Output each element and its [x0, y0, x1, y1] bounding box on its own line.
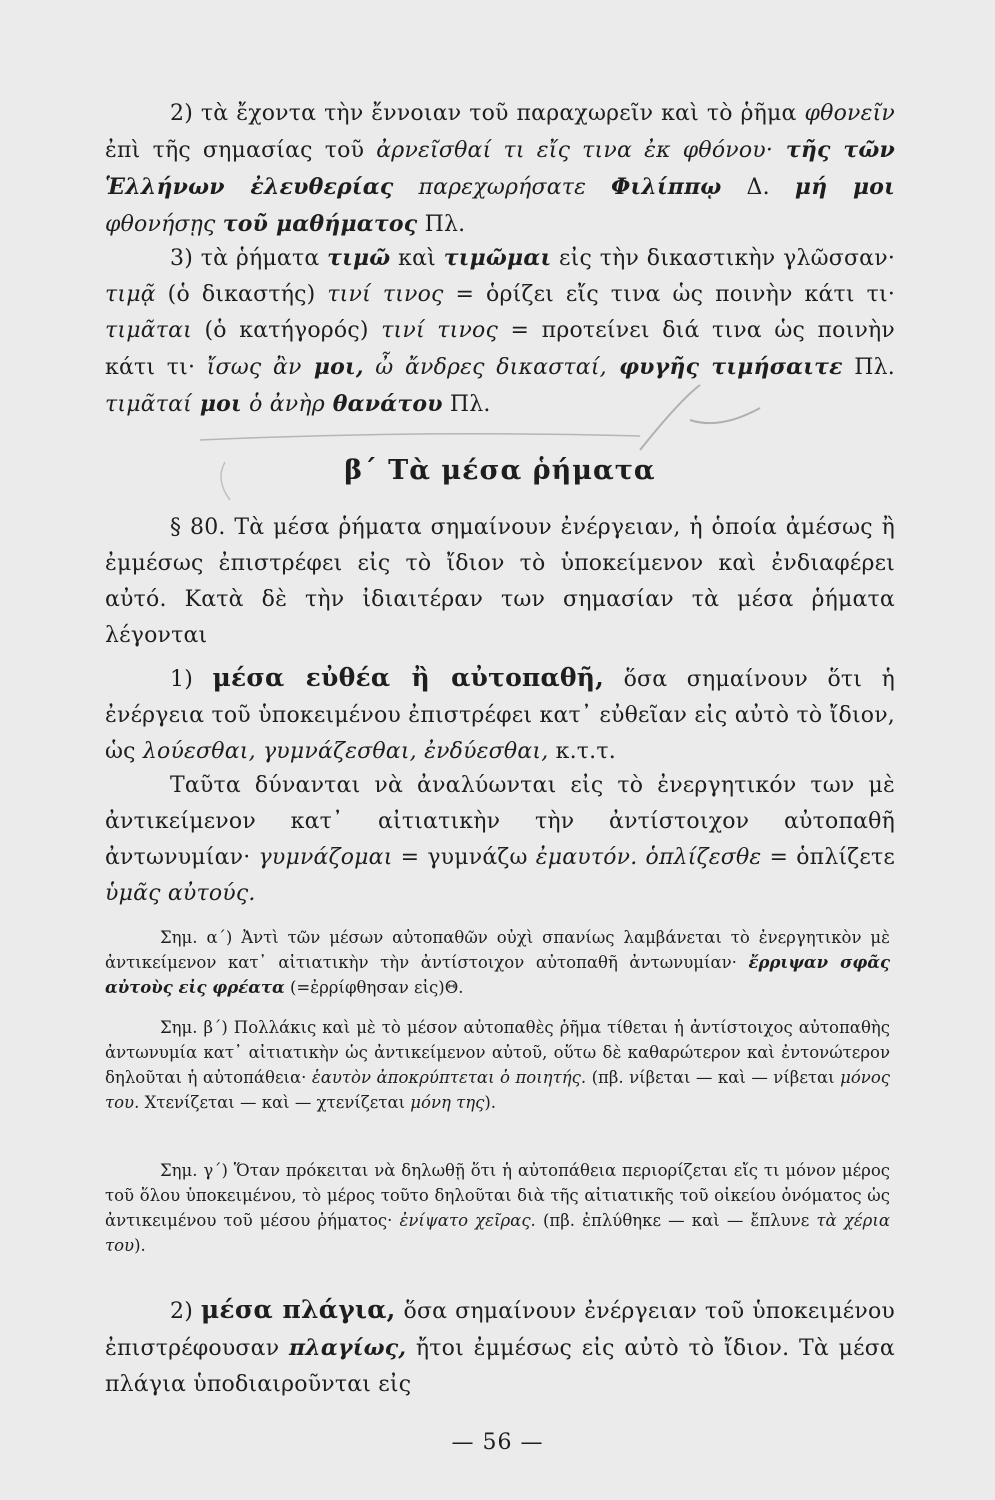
text: τιμῶμαι [443, 245, 552, 271]
text: τιμᾷ [105, 282, 156, 307]
term-bold: μέσα πλάγια, [200, 1295, 396, 1324]
text: ἑαυτὸν ἀποκρύπτεται ὁ ποιητής. [311, 1068, 587, 1087]
text: (πβ. ἐπλύθηκε — καὶ — ἔπλυνε [535, 1211, 817, 1230]
text: (ὁ κατήγορός) [192, 318, 382, 343]
text: εἰς τὴν δικαστικὴν γλῶσσαν· [551, 246, 896, 271]
text: ὁ ἀνὴρ [241, 392, 325, 417]
text: μοι, [301, 354, 364, 380]
text: τινί τινος [327, 282, 444, 307]
text: Χτενίζεται — καὶ — χτενίζεται [139, 1093, 411, 1112]
text: 3) τὰ ῥήματα [170, 246, 328, 271]
paragraph-middle-direct [105, 660, 895, 770]
text: τιμᾶται [105, 318, 193, 343]
text: φθονήσῃς [105, 212, 223, 237]
note-a [105, 925, 890, 1000]
text: 2) [170, 1299, 201, 1324]
text: = ὁρίζει εἴς τινα ὡς ποινὴν κάτι τι· [443, 282, 896, 307]
text: = προτείνει διά τινα ὡς ποινὴν κάτι τι· [105, 318, 895, 380]
text: ἴσως ἂν [206, 355, 302, 380]
text: φθονεῖν [804, 101, 895, 126]
text: κ.τ.τ. [548, 739, 616, 764]
text: Πλ. [417, 212, 466, 237]
text: (πβ. νίβεται — καὶ — νίβεται [586, 1068, 841, 1087]
paragraph-middle-indirect [105, 1292, 895, 1403]
text: ἀρνεῖσθαί τι εἴς τινα ἐκ φθόνου· [376, 138, 774, 163]
note-c [105, 1158, 890, 1258]
text: ὑμᾶς αὐτούς. [105, 881, 256, 906]
text: γυμνάζομαι [258, 845, 393, 870]
text: Σημ. β΄) Πολλάκις καὶ μὲ τὸ μέσον αὐτοπαθὲς ῥῆμα τίθεται ἡ ἀντίστοιχος αὐτοπαθὴς ἀντωνυμία κατ᾿ αἰτιατικὴν ὡς ἀντικείμενον αὐτοῦ, οὕτω δὲ καθαρώτερον καὶ ἐντονώτερον δηλοῦται ἡ αὐτοπάθεια· [105, 1018, 890, 1087]
text: μόνος του. [105, 1068, 890, 1112]
text: φυγῆς τιμήσαιτε [606, 354, 843, 380]
text: Πλ. [842, 355, 895, 380]
text: ἐμαυτόν. ὁπλίζεσθε [535, 845, 762, 870]
text: (ὁ δικαστής) [155, 282, 328, 307]
text: τοῦ μαθήματος [222, 211, 418, 237]
text: 1) [170, 667, 213, 692]
text: τινί τινος [381, 318, 499, 343]
text: ἐπὶ τῆς σημασίας τοῦ [105, 138, 377, 163]
text: καὶ [390, 246, 444, 271]
text: (=ἐρρίφθησαν εἰς)Θ. [284, 978, 464, 997]
paragraph-2 [105, 96, 895, 243]
text: τιμῶ [327, 245, 391, 271]
text: μόνη της [410, 1093, 485, 1112]
text: ἔρριψαν σφᾶς αὐτοὺς εἰς φρέατα [105, 953, 890, 997]
text: ὅσα σημαίνουν ἐνέργειαν τοῦ ὑποκειμένου ἐπιστρέφουσαν [105, 1299, 895, 1361]
text: τῆς τῶν Ἑλλήνων ἐλευθερίας [105, 137, 895, 200]
text: = ὁπλίζετε [761, 845, 895, 870]
text: = γυμνάζω [392, 845, 536, 870]
text: θανάτου [324, 391, 443, 417]
text: Φιλίππῳ [611, 174, 722, 200]
text: λούεσθαι, γυμνάζεσθαι, ἐνδύεσθαι, [142, 739, 549, 764]
page-number: — 56 — [451, 1430, 544, 1455]
paragraph-analysis [105, 768, 895, 912]
text: Δ. [721, 175, 795, 200]
text: μοι [192, 391, 242, 417]
text: Ταῦτα δύνανται νὰ ἀναλύωνται εἰς τὸ ἐνεργητικόν των μὲ ἀντικείμενον κατ᾿ αἰτιατικὴν τὴν ἀντίστοιχον αὐτοπαθῆ ἀντωνυμίαν· [105, 773, 895, 870]
paragraph-80: § 80. Τὰ μέσα ῥήματα σημαίνουν ἐνέργειαν, ἡ ὁποία ἀμέσως ἢ ἐμμέσως ἐπιστρέφει εἰς τὸ ἴδιον τὸ ὑποκείμενον καὶ ἐνδιαφέρει αὐτό. Κατὰ δὲ τὴν ἰδιαιτέραν των σημασίαν τὰ μέσα ῥήματα λέγονται [105, 515, 895, 648]
text: ). [484, 1093, 497, 1112]
text: παρεχωρήσατε [393, 175, 612, 200]
text: ἤτοι ἐμμέσως εἰς αὐτὸ τὸ ἴδιον. Τὰ μέσα πλάγια ὑποδιαιροῦνται εἰς [105, 1336, 895, 1397]
note-b [105, 1015, 890, 1115]
text: μή μοι [794, 174, 895, 200]
text: πλαγίως, [288, 1335, 407, 1361]
term-bold: μέσα εὐθέα ἢ αὐτοπαθῆ, [212, 663, 605, 692]
text: Σημ. γ΄) Ὅταν πρόκειται νὰ δηλωθῇ ὅτι ἡ αὐτοπάθεια περιορίζεται εἴς τι μόνον μέρος τοῦ ὅλου ὑποκειμένου, τὸ μέρος τοῦτο δηλοῦται διὰ τῆς αἰτιατικῆς τοῦ οἰκείου ὀνόματος ὡς ἀντικειμένου τοῦ μέσου ῥήματος· [105, 1161, 890, 1230]
text: ὅσα σημαίνουν ὅτι ἡ ἐνέργεια τοῦ ὑποκειμένου ἐπιστρέφει κατ᾿ εὐθεῖαν εἰς αὐτὸ τὸ ἴδιον, ὡς [105, 667, 895, 764]
text: τιμᾶταί [105, 392, 193, 417]
section-heading: β΄ Τὰ μέσα ῥήματα [344, 455, 656, 486]
text: 2) τὰ ἔχοντα τὴν ἔννοιαν τοῦ παραχωρεῖν καὶ τὸ ῥῆμα [170, 101, 805, 126]
text: ἐνίψατο χεῖρας. [399, 1211, 536, 1230]
text: ὦ ἄνδρες δικασταί, [363, 355, 607, 380]
text: Σημ. α΄) Ἀντὶ τῶν μέσων αὐτοπαθῶν οὐχὶ σπανίως λαμβάνεται τὸ ἐνεργητικὸν μὲ ἀντικείμενον κατ᾿ αἰτιατικὴν τὴν ἀντίστοιχον αὐτοπαθῆ ἀντωνυμίαν· [105, 928, 890, 972]
text: Πλ. [442, 392, 491, 417]
text: τὰ χέρια του [105, 1211, 890, 1255]
text: ). [134, 1236, 146, 1255]
paragraph-3 [105, 240, 895, 423]
